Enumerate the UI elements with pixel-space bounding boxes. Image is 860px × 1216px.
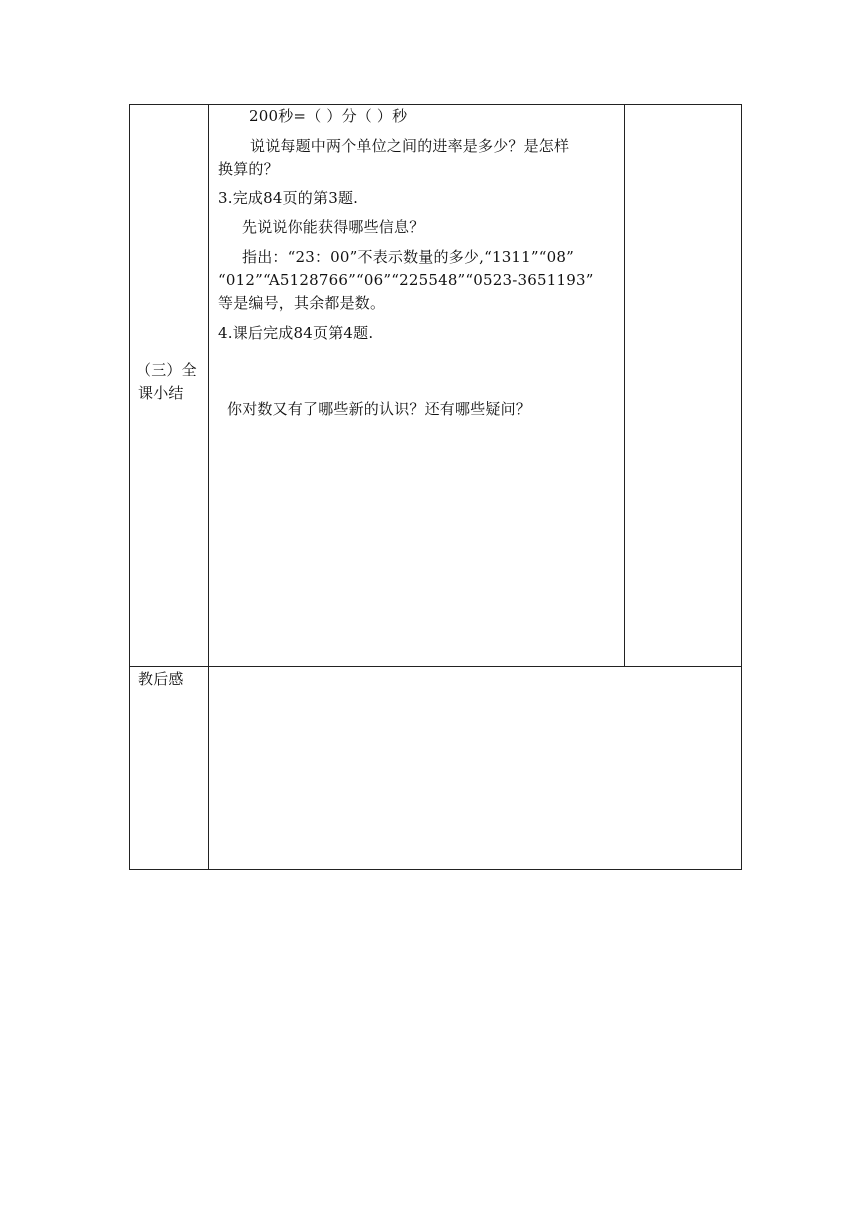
ask-rate-line-2: 换算的？	[218, 160, 279, 178]
section-label-line1: （三）全	[136, 361, 197, 379]
point-line-1: 指出：“23：00”不表示数量的多少,“1311”“08”	[242, 248, 575, 266]
time-conversion-line: 200秒=（ ）分（ ）秒	[249, 107, 408, 125]
ask-rate-line-1: 说说每题中两个单位之间的进率是多少？是怎样	[250, 137, 570, 155]
item-4: 4.课后完成84页第4题.	[218, 324, 374, 342]
item-3: 3.完成84页的第3题.	[218, 189, 359, 207]
point-line-3: 等是编号，其余都是数。	[218, 294, 386, 312]
table-right-border	[741, 104, 742, 870]
table-bottom-border	[129, 869, 742, 870]
notes-cell	[625, 105, 741, 666]
reflection-content-cell	[209, 667, 741, 869]
summary-question: 你对数又有了哪些新的认识？还有哪些疑问？	[227, 400, 532, 418]
lesson-content-cell	[209, 105, 624, 666]
point-line-2: “012”“A5128766”“06”“225548”“0523-3651193”	[218, 271, 594, 289]
section-label-cell	[130, 105, 208, 666]
section-label-line2: 课小结	[138, 384, 184, 402]
reflection-label: 教后感	[138, 670, 184, 688]
reflection-label-cell	[130, 667, 208, 869]
item-3-ask: 先说说你能获得哪些信息？	[242, 218, 425, 236]
